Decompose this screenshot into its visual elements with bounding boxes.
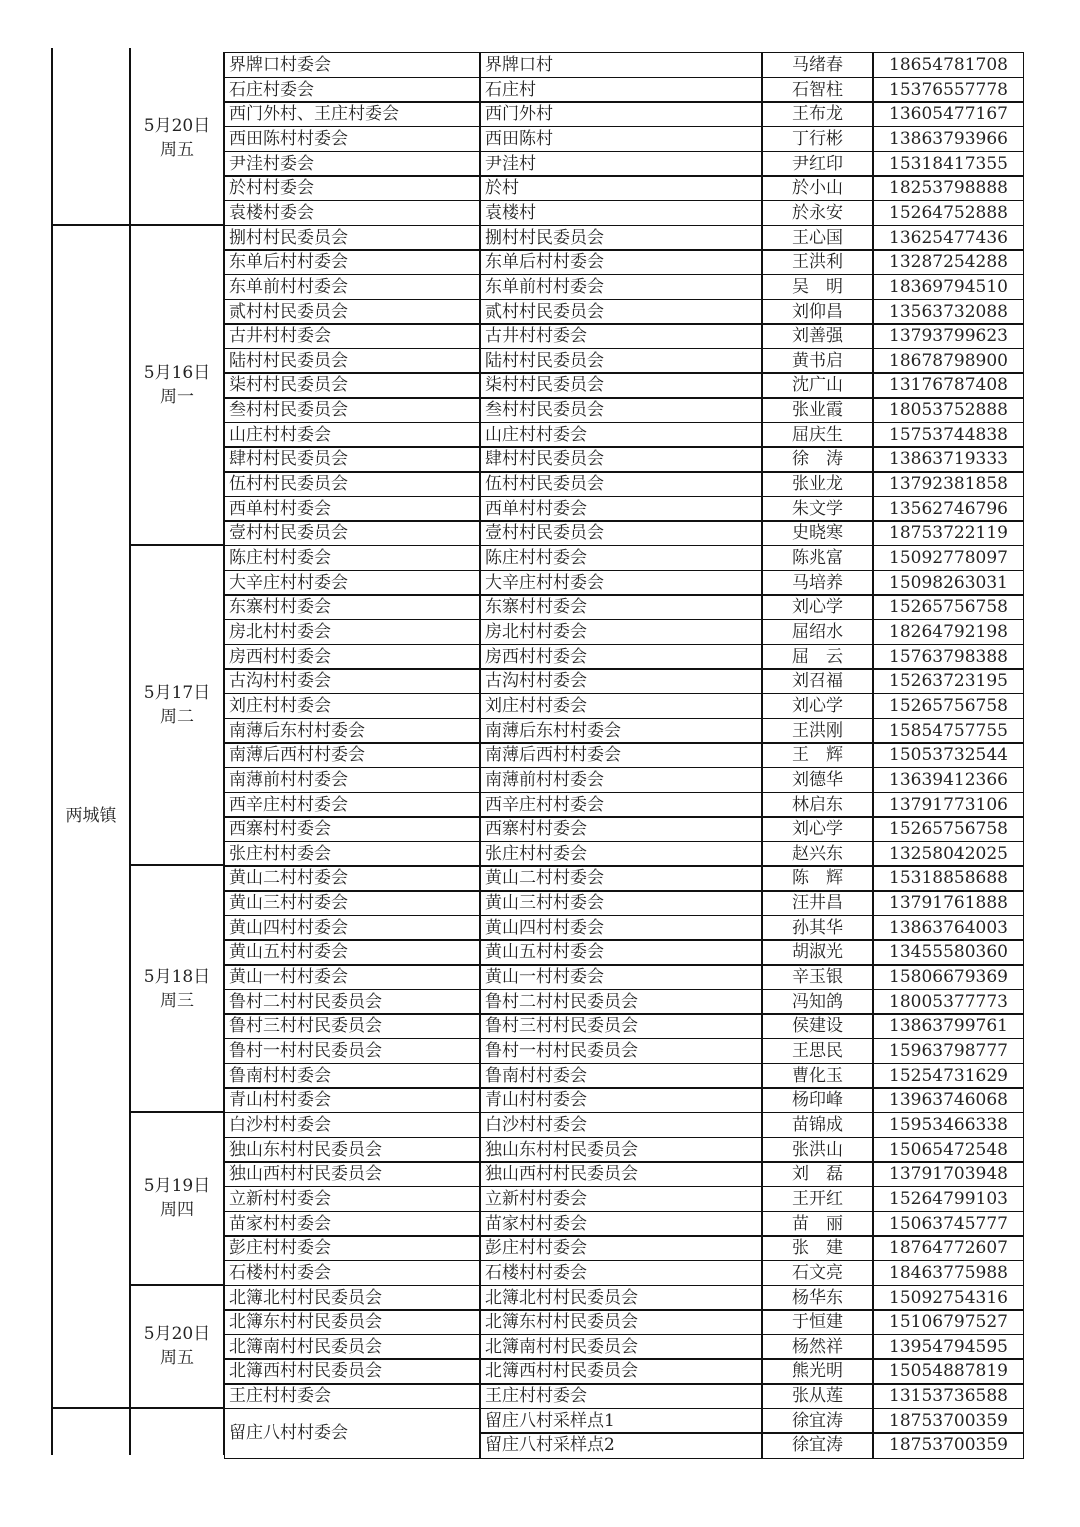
contact-cell: 陈兆富 (762, 545, 873, 571)
contact-cell: 苗 丽 (762, 1211, 873, 1237)
town-name: 两城镇 (65, 806, 117, 827)
contact-cell: 刘心学 (762, 816, 873, 842)
org-cell: 黄山四村村委会 (224, 915, 480, 941)
site-cell: 张庄村村委会 (480, 841, 762, 867)
contact-cell: 屈绍水 (762, 619, 873, 645)
site-cell: 南薄前村村委会 (480, 767, 762, 793)
phone-cell: 13287254288 (873, 249, 1024, 275)
site-cell: 西单村村委会 (480, 496, 762, 522)
phone-cell: 18764772607 (873, 1235, 1024, 1261)
contact-cell: 辛玉银 (762, 964, 873, 990)
contact-cell: 丁行彬 (762, 126, 873, 152)
site-cell: 白沙村村委会 (480, 1112, 762, 1138)
org-cell: 独山东村村民委员会 (224, 1137, 480, 1163)
phone-cell: 15963798777 (873, 1038, 1024, 1064)
site-cell: 彭庄村村委会 (480, 1235, 762, 1261)
site-cell: 古井村村委会 (480, 323, 762, 349)
phone-cell: 13605477167 (873, 101, 1024, 127)
phone-cell: 15092778097 (873, 545, 1024, 571)
contact-cell: 石文亮 (762, 1260, 873, 1286)
org-cell: 界牌口村委会 (224, 52, 480, 78)
phone-cell: 15265756758 (873, 693, 1024, 719)
phone-cell: 13863764003 (873, 915, 1024, 941)
contact-cell: 刘 磊 (762, 1161, 873, 1187)
site-cell: 东单前村村委会 (480, 274, 762, 300)
phone-cell: 13863799761 (873, 1013, 1024, 1039)
site-cell: 鲁村二村村民委员会 (480, 989, 762, 1015)
org-cell: 鲁村三村村民委员会 (224, 1013, 480, 1039)
phone-cell: 15053732544 (873, 742, 1024, 768)
site-cell: 捌村村民委员会 (480, 225, 762, 251)
phone-cell: 13791761888 (873, 890, 1024, 916)
site-cell: 石楼村村委会 (480, 1260, 762, 1286)
phone-cell: 13863719333 (873, 446, 1024, 472)
site-cell: 西田陈村 (480, 126, 762, 152)
org-cell: 陈庄村村委会 (224, 545, 480, 571)
org-cell: 柒村村民委员会 (224, 372, 480, 398)
site-cell: 西寨村村委会 (480, 816, 762, 842)
org-cell: 苗家村村委会 (224, 1211, 480, 1237)
phone-cell: 15106797527 (873, 1309, 1024, 1335)
phone-cell: 18264792198 (873, 619, 1024, 645)
org-cell: 壹村村民委员会 (224, 520, 480, 546)
phone-cell: 15264752888 (873, 200, 1024, 226)
site-cell: 北簿南村村民委员会 (480, 1334, 762, 1360)
contact-cell: 於小山 (762, 175, 873, 201)
org-cell: 黄山二村村委会 (224, 865, 480, 891)
org-cell: 南薄后东村村委会 (224, 718, 480, 744)
phone-cell: 13793799623 (873, 323, 1024, 349)
contact-cell: 王 辉 (762, 742, 873, 768)
site-cell: 袁楼村 (480, 200, 762, 226)
contact-cell: 张业霞 (762, 397, 873, 423)
contact-cell: 张 建 (762, 1235, 873, 1261)
date-divider (130, 544, 224, 546)
contact-cell: 张业龙 (762, 471, 873, 497)
phone-cell: 13625477436 (873, 225, 1024, 251)
date-cell (130, 52, 224, 225)
contact-cell: 王心国 (762, 225, 873, 251)
contact-cell: 王思民 (762, 1038, 873, 1064)
weekday-label: 周五 (160, 1348, 194, 1369)
org-cell: 古井村村委会 (224, 323, 480, 349)
phone-cell: 15263723195 (873, 668, 1024, 694)
org-cell: 鲁南村村委会 (224, 1063, 480, 1089)
org-cell: 石庄村委会 (224, 77, 480, 103)
phone-cell: 18369794510 (873, 274, 1024, 300)
contact-cell: 徐宜涛 (762, 1432, 873, 1458)
org-cell: 东单后村村委会 (224, 249, 480, 275)
contact-cell: 杨然祥 (762, 1334, 873, 1360)
site-cell: 陆村村民委员会 (480, 348, 762, 374)
date-label: 5月19日 (143, 1176, 211, 1197)
contact-cell: 屈庆生 (762, 422, 873, 448)
contact-cell: 赵兴东 (762, 841, 873, 867)
phone-cell: 18463775988 (873, 1260, 1024, 1286)
site-cell: 刘庄村村委会 (480, 693, 762, 719)
date-divider (130, 224, 224, 226)
site-cell: 壹村村民委员会 (480, 520, 762, 546)
date-divider (130, 864, 224, 866)
weekday-label: 周一 (160, 386, 194, 407)
phone-cell: 15254731629 (873, 1063, 1024, 1089)
site-cell: 肆村村民委员会 (480, 446, 762, 472)
site-cell: 房北村村委会 (480, 619, 762, 645)
phone-cell: 15953466338 (873, 1112, 1024, 1138)
org-cell: 叁村村民委员会 (224, 397, 480, 423)
site-cell: 黄山五村村委会 (480, 939, 762, 965)
contact-cell: 史晓寒 (762, 520, 873, 546)
phone-cell: 15318417355 (873, 151, 1024, 177)
phone-cell: 15318858688 (873, 865, 1024, 891)
phone-cell: 15098263031 (873, 570, 1024, 596)
site-cell: 伍村村民委员会 (480, 471, 762, 497)
town-cell (52, 225, 130, 1408)
phone-cell: 13791703948 (873, 1161, 1024, 1187)
phone-cell: 13791773106 (873, 792, 1024, 818)
org-cell: 王庄村村委会 (224, 1383, 480, 1409)
phone-cell: 15054887819 (873, 1358, 1024, 1384)
contact-cell: 屈 云 (762, 644, 873, 670)
contact-cell: 刘善强 (762, 323, 873, 349)
org-cell: 彭庄村村委会 (224, 1235, 480, 1261)
site-cell: 古沟村村委会 (480, 668, 762, 694)
site-cell: 北簿北村村民委员会 (480, 1285, 762, 1311)
contact-cell: 徐宜涛 (762, 1408, 873, 1434)
site-cell: 西门外村 (480, 101, 762, 127)
date-cell (130, 1112, 224, 1285)
site-cell: 山庄村村委会 (480, 422, 762, 448)
org-cell: 於村村委会 (224, 175, 480, 201)
phone-cell: 13954794595 (873, 1334, 1024, 1360)
date-label: 5月18日 (143, 966, 211, 987)
org-cell: 鲁村一村村民委员会 (224, 1038, 480, 1064)
org-cell: 石楼村村委会 (224, 1260, 480, 1286)
site-cell: 青山村村委会 (480, 1087, 762, 1113)
phone-cell: 15806679369 (873, 964, 1024, 990)
site-cell: 立新村村委会 (480, 1186, 762, 1212)
weekday-label: 周二 (160, 707, 194, 728)
date-label: 5月17日 (143, 683, 211, 704)
org-cell: 山庄村村委会 (224, 422, 480, 448)
site-cell: 北簿东村村民委员会 (480, 1309, 762, 1335)
site-cell: 南薄后东村村委会 (480, 718, 762, 744)
org-cell: 北簿北村村民委员会 (224, 1285, 480, 1311)
contact-cell: 刘心学 (762, 594, 873, 620)
org-cell: 刘庄村村委会 (224, 693, 480, 719)
date-divider (130, 1111, 224, 1113)
phone-cell: 18678798900 (873, 348, 1024, 374)
phone-cell: 13639412366 (873, 767, 1024, 793)
contact-cell: 王洪利 (762, 249, 873, 275)
phone-cell: 13455580360 (873, 939, 1024, 965)
date-cell (130, 865, 224, 1112)
org-cell: 黄山五村村委会 (224, 939, 480, 965)
site-cell: 独山东村村民委员会 (480, 1137, 762, 1163)
contact-cell: 王洪刚 (762, 718, 873, 744)
site-cell: 西辛庄村村委会 (480, 792, 762, 818)
weekday-label: 周五 (160, 140, 194, 161)
contact-cell: 朱文学 (762, 496, 873, 522)
contact-cell: 林启东 (762, 792, 873, 818)
org-cell: 东寨村村委会 (224, 594, 480, 620)
site-cell: 苗家村村委会 (480, 1211, 762, 1237)
phone-cell: 18753722119 (873, 520, 1024, 546)
site-cell: 鲁村一村村民委员会 (480, 1038, 762, 1064)
phone-cell: 18053752888 (873, 397, 1024, 423)
org-cell: 青山村村委会 (224, 1087, 480, 1113)
phone-cell: 13258042025 (873, 841, 1024, 867)
date-cell (130, 1285, 224, 1408)
date-cell (130, 225, 224, 545)
contact-cell: 黄书启 (762, 348, 873, 374)
phone-cell: 15063745777 (873, 1211, 1024, 1237)
org-cell: 古沟村村委会 (224, 668, 480, 694)
phone-cell: 13153736588 (873, 1383, 1024, 1409)
phone-cell: 15264799103 (873, 1186, 1024, 1212)
contact-cell: 吴 明 (762, 274, 873, 300)
phone-cell: 18753700359 (873, 1432, 1024, 1458)
org-cell: 白沙村村委会 (224, 1112, 480, 1138)
org-cell: 北簿西村村民委员会 (224, 1358, 480, 1384)
org-cell: 北簿东村村民委员会 (224, 1309, 480, 1335)
site-cell: 界牌口村 (480, 52, 762, 78)
phone-cell: 18005377773 (873, 989, 1024, 1015)
org-cell: 黄山三村村委会 (224, 890, 480, 916)
date-label: 5月20日 (143, 116, 211, 137)
site-cell: 贰村村民委员会 (480, 299, 762, 325)
contact-cell: 马绪春 (762, 52, 873, 78)
org-cell: 伍村村民委员会 (224, 471, 480, 497)
phone-cell: 13792381858 (873, 471, 1024, 497)
site-cell: 留庄八村采样点1 (480, 1408, 762, 1434)
weekday-label: 周四 (160, 1200, 194, 1221)
contact-cell: 王开红 (762, 1186, 873, 1212)
contact-cell: 杨印峰 (762, 1087, 873, 1113)
town-cell (52, 1408, 130, 1457)
contact-cell: 汪井昌 (762, 890, 873, 916)
org-cell: 南薄前村村委会 (224, 767, 480, 793)
site-cell: 南薄后西村村委会 (480, 742, 762, 768)
org-cell: 张庄村村委会 (224, 841, 480, 867)
site-cell: 黄山二村村委会 (480, 865, 762, 891)
phone-cell: 15753744838 (873, 422, 1024, 448)
site-cell: 石庄村 (480, 77, 762, 103)
org-cell: 留庄八村村委会 (224, 1408, 480, 1459)
org-cell: 房北村村委会 (224, 619, 480, 645)
phone-cell: 13562746796 (873, 496, 1024, 522)
site-cell: 东寨村村委会 (480, 594, 762, 620)
org-cell: 南薄后西村村委会 (224, 742, 480, 768)
contact-cell: 侯建设 (762, 1013, 873, 1039)
site-cell: 柒村村民委员会 (480, 372, 762, 398)
site-cell: 留庄八村采样点2 (480, 1432, 762, 1458)
contact-cell: 苗锦成 (762, 1112, 873, 1138)
contact-cell: 石智柱 (762, 77, 873, 103)
org-cell: 北簿南村村民委员会 (224, 1334, 480, 1360)
org-cell: 陆村村民委员会 (224, 348, 480, 374)
contact-cell: 张洪山 (762, 1137, 873, 1163)
date-cell (130, 1408, 224, 1457)
date-label: 5月20日 (143, 1324, 211, 1345)
org-cell: 大辛庄村村委会 (224, 570, 480, 596)
date-cell (130, 545, 224, 865)
org-cell: 尹洼村委会 (224, 151, 480, 177)
site-cell: 鲁南村村委会 (480, 1063, 762, 1089)
phone-cell: 18654781708 (873, 52, 1024, 78)
site-cell: 黄山四村村委会 (480, 915, 762, 941)
contact-cell: 刘召福 (762, 668, 873, 694)
phone-cell: 15092754316 (873, 1285, 1024, 1311)
site-cell: 王庄村村委会 (480, 1383, 762, 1409)
contact-cell: 刘仰昌 (762, 299, 873, 325)
org-cell: 房西村村委会 (224, 644, 480, 670)
org-cell: 西门外村、王庄村委会 (224, 101, 480, 127)
org-cell: 鲁村二村村民委员会 (224, 989, 480, 1015)
org-cell: 西辛庄村村委会 (224, 792, 480, 818)
contact-cell: 马培养 (762, 570, 873, 596)
org-cell: 立新村村委会 (224, 1186, 480, 1212)
org-cell: 东单前村村委会 (224, 274, 480, 300)
contact-cell: 熊光明 (762, 1358, 873, 1384)
phone-cell: 13963746068 (873, 1087, 1024, 1113)
contact-cell: 尹红印 (762, 151, 873, 177)
contact-cell: 于恒建 (762, 1309, 873, 1335)
phone-cell: 15265756758 (873, 816, 1024, 842)
site-cell: 黄山三村村委会 (480, 890, 762, 916)
contact-cell: 陈 辉 (762, 865, 873, 891)
contact-cell: 王布龙 (762, 101, 873, 127)
site-cell: 东单后村村委会 (480, 249, 762, 275)
contact-cell: 胡淑光 (762, 939, 873, 965)
site-cell: 陈庄村村委会 (480, 545, 762, 571)
contact-cell: 沈广山 (762, 372, 873, 398)
contact-cell: 曹化玉 (762, 1063, 873, 1089)
contact-cell: 刘心学 (762, 693, 873, 719)
town-cell (52, 52, 130, 225)
contact-cell: 刘德华 (762, 767, 873, 793)
date-divider (130, 1284, 224, 1286)
org-cell: 西寨村村委会 (224, 816, 480, 842)
phone-cell: 13863793966 (873, 126, 1024, 152)
org-cell: 袁楼村委会 (224, 200, 480, 226)
phone-cell: 15376557778 (873, 77, 1024, 103)
phone-cell: 13176787408 (873, 372, 1024, 398)
phone-cell: 13563732088 (873, 299, 1024, 325)
phone-cell: 15763798388 (873, 644, 1024, 670)
site-cell: 於村 (480, 175, 762, 201)
contact-cell: 杨华东 (762, 1285, 873, 1311)
org-cell: 黄山一村村委会 (224, 964, 480, 990)
weekday-label: 周三 (160, 990, 194, 1011)
org-cell: 独山西村村民委员会 (224, 1161, 480, 1187)
org-cell: 肆村村民委员会 (224, 446, 480, 472)
site-cell: 独山西村村民委员会 (480, 1161, 762, 1187)
contact-cell: 张从莲 (762, 1383, 873, 1409)
site-cell: 尹洼村 (480, 151, 762, 177)
phone-cell: 18753700359 (873, 1408, 1024, 1434)
site-cell: 大辛庄村村委会 (480, 570, 762, 596)
contact-cell: 冯知鸽 (762, 989, 873, 1015)
org-cell: 贰村村民委员会 (224, 299, 480, 325)
contact-cell: 於永安 (762, 200, 873, 226)
org-cell: 捌村村民委员会 (224, 225, 480, 251)
site-cell: 北簿西村村民委员会 (480, 1358, 762, 1384)
date-divider (130, 1407, 224, 1409)
phone-cell: 15265756758 (873, 594, 1024, 620)
site-cell: 黄山一村村委会 (480, 964, 762, 990)
phone-cell: 18253798888 (873, 175, 1024, 201)
org-cell: 西单村村委会 (224, 496, 480, 522)
date-label: 5月16日 (143, 362, 211, 383)
org-cell: 西田陈村村委会 (224, 126, 480, 152)
contact-cell: 徐 涛 (762, 446, 873, 472)
site-cell: 房西村村委会 (480, 644, 762, 670)
phone-cell: 15854757755 (873, 718, 1024, 744)
site-cell: 叁村村民委员会 (480, 397, 762, 423)
contact-cell: 孙其华 (762, 915, 873, 941)
site-cell: 鲁村三村村民委员会 (480, 1013, 762, 1039)
phone-cell: 15065472548 (873, 1137, 1024, 1163)
